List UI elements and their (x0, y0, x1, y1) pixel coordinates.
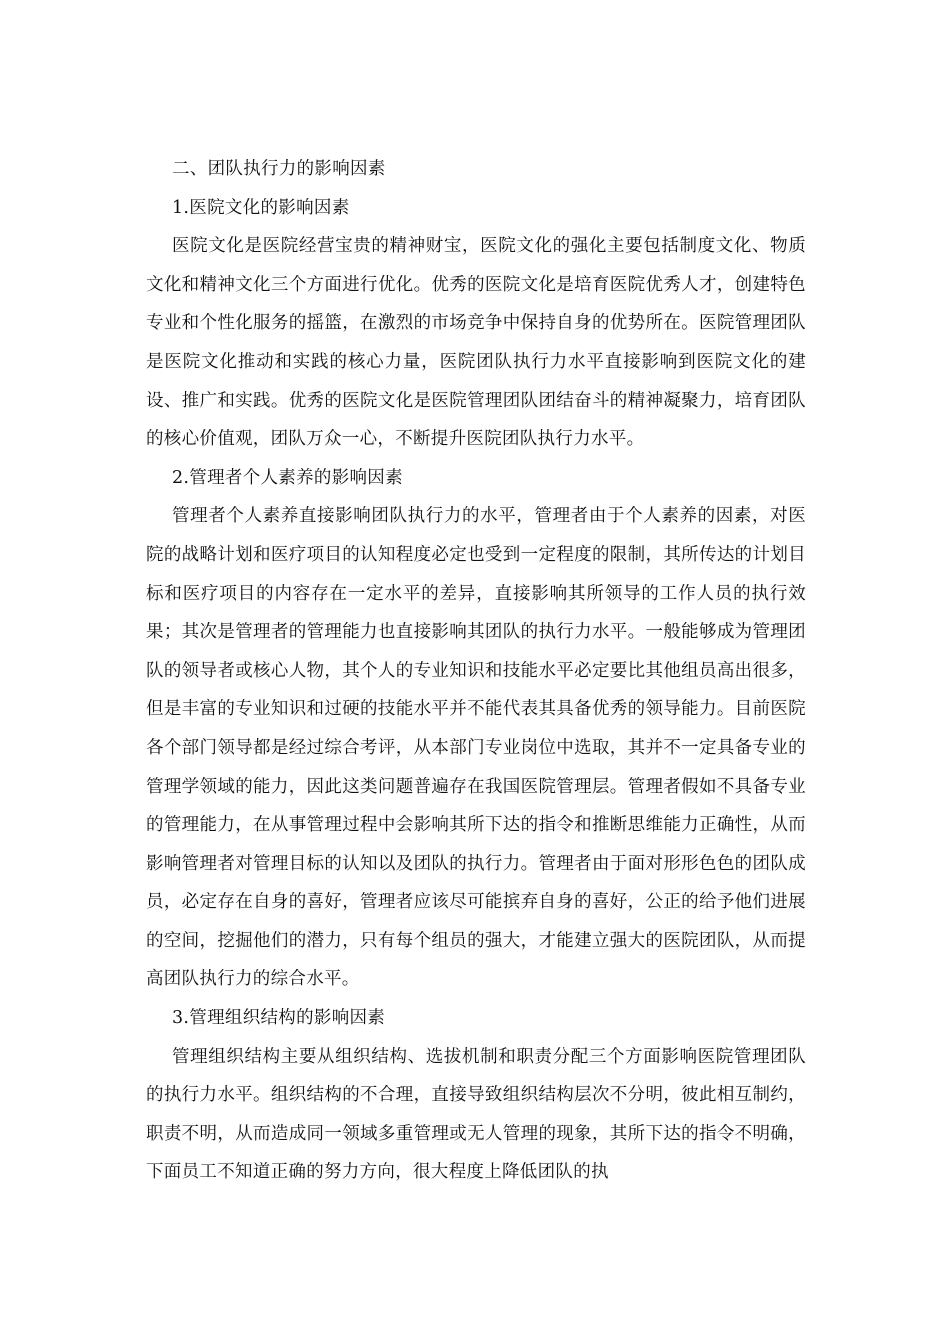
subsection-title-culture: 1.医院文化的影响因素 (172, 197, 350, 218)
paragraph-manager: 管理者个人素养直接影响团队执行力的水平，管理者由于个人素养的因素，对医院的战略计划和医疗项目的认知程度必定也受到一定程度的限制，其所传达的计划目标和医疗项目的内容存在一定水平的差异，直接影响其所领导的工作人员的执行效果；其次是管理者的管理能力也直接影响其团队的执行力水平。一般能够成为管理团队的领导者或核心人物，其个人的专业知识和技能水平必定要比其他组员高出很多，但是丰富的专业知识和过硬的技能水平并不能代表其具备优秀的领导能力。目前医院各个部门领导都是经过综合考评，从本部门专业岗位中选取，其并不一定具备专业的管理学领域的能力，因此这类问题普遍存在我国医院管理层。管理者假如不具备专业的管理能力，在从事管理过程中会影响其所下达的指令和推断思维能力正确性，从而影响管理者对管理目标的认知以及团队的执行力。管理者由于面对形形色色的团队成员，必定存在自身的喜好，管理者应该尽可能摈弃自身的喜好，公正的给予他们进展的空间，挖掘他们的潜力，只有每个组员的强大，才能建立强大的医院团队，从而提高团队执行力的综合水平。 (146, 506, 806, 990)
paragraph-structure: 管理组织结构主要从组织结构、选拔机制和职责分配三个方面影响医院管理团队的执行力水平。组织结构的不合理，直接导致组织结构层次不分明，彼此相互制约，职责不明，从而造成同一领域多重管理或无人管理的现象，其所下达的指令不明确，下面员工不知道正确的努力方向，很大程度上降低团队的执 (146, 1046, 806, 1183)
subsection-title-manager: 2.管理者个人素养的影响因素 (172, 467, 403, 488)
paragraph-culture: 医院文化是医院经营宝贵的精神财宝，医院文化的强化主要包括制度文化、物质文化和精神文化三个方面进行优化。优秀的医院文化是培育医院优秀人才，创建特色专业和个性化服务的摇篮，在激烈的市场竞争中保持自身的优势所在。医院管理团队是医院文化推动和实践的核心力量，医院团队执行力水平直接影响到医院文化的建设、推广和实践。优秀的医院文化是医院管理团队团结奋斗的精神凝聚力，培育团队的核心价值观，团队万众一心，不断提升医院团队执行力水平。 (146, 236, 806, 450)
section-heading: 二、团队执行力的影响因素 (172, 159, 386, 179)
document-body (146, 150, 806, 1192)
subsection-title-structure: 3.管理组织结构的影响因素 (172, 1008, 386, 1029)
